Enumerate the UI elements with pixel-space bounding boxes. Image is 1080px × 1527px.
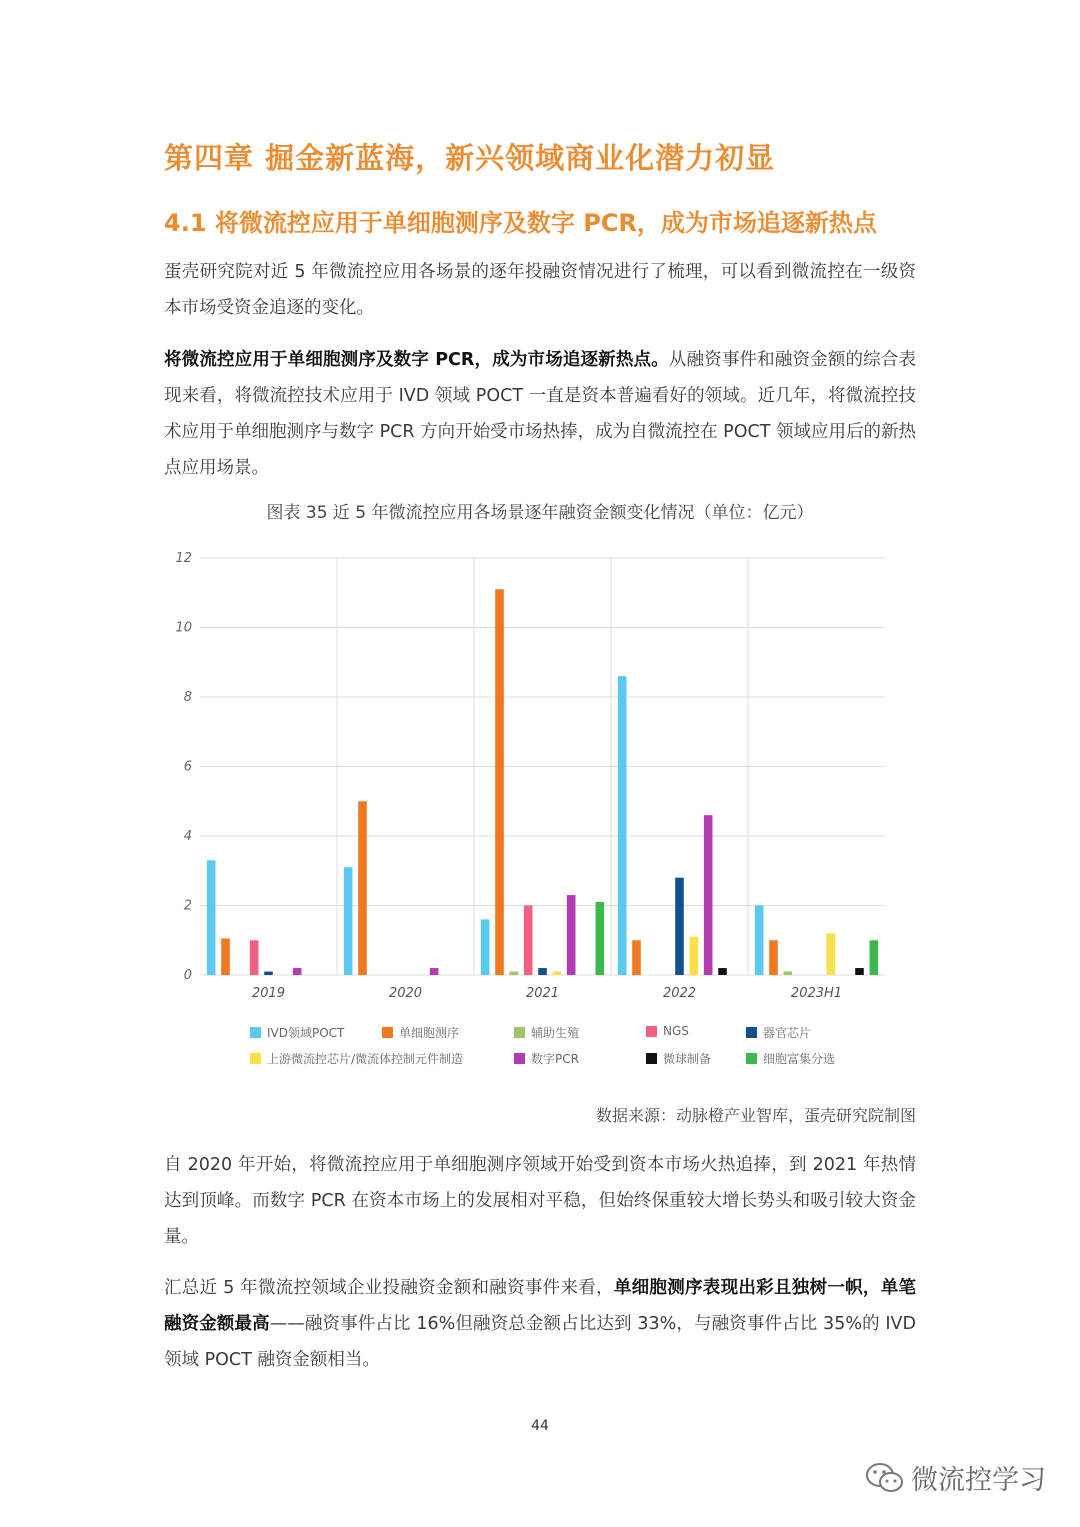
y-tick-label: 0 [183, 968, 192, 983]
bar [870, 940, 879, 975]
legend-swatch [646, 1053, 657, 1064]
legend-label: 单细胞测序 [399, 1026, 460, 1040]
bar [553, 972, 562, 975]
bar [538, 968, 547, 975]
watermark [865, 1458, 1046, 1497]
legend-item [646, 1024, 689, 1038]
highlight-lead: 将微流控应用于单细胞测序及数字 PCR，成为市场追逐新热点。 [164, 350, 669, 370]
bar [510, 972, 519, 975]
bar [855, 968, 864, 975]
section-title: 4.1 将微流控应用于单细胞测序及数字 PCR，成为市场追逐新热点 [164, 209, 877, 237]
bar [675, 878, 684, 975]
y-tick-label: 4 [183, 829, 192, 844]
bar [221, 939, 230, 975]
legend-label: 上游微流控芯片/微流体控制元件制造 [267, 1052, 464, 1066]
summary-paragraph [164, 1270, 916, 1378]
chapter-title: 第四章 掘金新蓝海，新兴领域商业化潜力初显 [164, 141, 776, 175]
bar [596, 902, 605, 975]
y-tick-label: 12 [175, 551, 192, 566]
bar [358, 801, 367, 975]
y-tick-label: 6 [183, 759, 192, 775]
y-tick-label: 10 [175, 620, 192, 636]
bar [344, 867, 353, 975]
bar [618, 676, 627, 975]
legend-item [250, 1050, 463, 1067]
legend-label: 辅助生殖 [531, 1026, 580, 1040]
bar [264, 972, 273, 975]
legend-label: NGS [663, 1024, 689, 1038]
legend-item [746, 1050, 835, 1067]
bar [690, 937, 699, 975]
figure-caption: 图表 35 近 5 年微流控应用各场景逐年融资金额变化情况（单位：亿元） [266, 503, 814, 523]
page-number: 44 [531, 1418, 549, 1434]
bar [567, 895, 576, 975]
legend-swatch [646, 1026, 657, 1037]
bar [632, 940, 641, 975]
bar [293, 968, 302, 975]
bar [481, 919, 490, 975]
highlight-paragraph [164, 342, 916, 486]
x-tick-label: 2019 [251, 986, 286, 1001]
legend-swatch [514, 1053, 525, 1064]
funding-bar-chart [160, 540, 900, 1020]
bar [784, 972, 793, 975]
legend-item [382, 1024, 459, 1041]
bar [704, 815, 713, 975]
watermark-text: 微流控学习 [911, 1465, 1046, 1496]
legend-item [746, 1024, 811, 1041]
bar [755, 906, 764, 976]
legend-swatch [514, 1027, 525, 1038]
x-tick-label: 2021 [525, 986, 560, 1001]
legend-item [514, 1024, 579, 1041]
y-tick-label: 2 [183, 898, 192, 914]
intro-paragraph: 蛋壳研究院对近 5 年微流控应用各场景的逐年投融资情况进行了梳理，可以看到微流控在一级资本市场受资金追逐的变化。 [164, 262, 916, 318]
x-tick-label: 2023H1 [790, 986, 843, 1001]
legend-swatch [746, 1053, 757, 1064]
bar [495, 589, 504, 975]
summary-lead: 汇总近 5 年微流控领域企业投融资金额和融资事件来看， [164, 1278, 614, 1298]
bar [718, 968, 727, 975]
analysis-paragraph: 自 2020 年开始，将微流控应用于单细胞测序领域开始受到资本市场火热追捧，到 2021 年热情达到顶峰。而数字 PCR 在资本市场上的发展相对平稳，但始终保重较大增长势头和吸引较大资金量。 [164, 1155, 916, 1247]
y-tick-label: 8 [183, 690, 192, 705]
legend-label: 细胞富集分选 [763, 1052, 836, 1066]
legend-swatch [250, 1027, 261, 1038]
legend-label: 器官芯片 [763, 1026, 812, 1040]
bar [207, 860, 216, 975]
legend-item [250, 1024, 344, 1041]
bar [524, 906, 533, 976]
highlight-body: 从融资事件和融资金额的综合表现来看，将微流控技术应用于 IVD 领域 POCT 一直是资本普遍看好的领域。近几年，将微流控技术应用于单细胞测序与数字 PCR 方向开始受市场热捧，成为自微流控在 POCT 领域应用后的新热点应用场景。 [164, 350, 916, 478]
legend-swatch [746, 1027, 757, 1038]
x-tick-label: 2020 [388, 986, 423, 1001]
summary-body: ——融资事件占比 16%但融资总金额占比达到 33%，与融资事件占比 35%的 IVD 领域 POCT 融资金额相当。 [164, 1314, 917, 1370]
x-tick-label: 2022 [662, 986, 697, 1001]
data-source-note: 数据来源：动脉橙产业智库，蛋壳研究院制图 [595, 1106, 916, 1125]
legend-label: IVD领域POCT [267, 1026, 345, 1040]
bar [827, 933, 836, 975]
bar [250, 940, 259, 975]
wechat-icon [865, 1461, 905, 1495]
summary-highlight: 单细胞测序表现出彩且独树一帜，单笔融资金额最高 [164, 1278, 917, 1334]
bar [430, 968, 439, 975]
legend-item [514, 1050, 579, 1067]
legend-label: 数字PCR [531, 1052, 579, 1066]
bar [769, 940, 778, 975]
legend-swatch [382, 1027, 393, 1038]
legend-item [646, 1050, 711, 1067]
legend-label: 微球制备 [663, 1052, 712, 1066]
legend-swatch [250, 1053, 261, 1064]
